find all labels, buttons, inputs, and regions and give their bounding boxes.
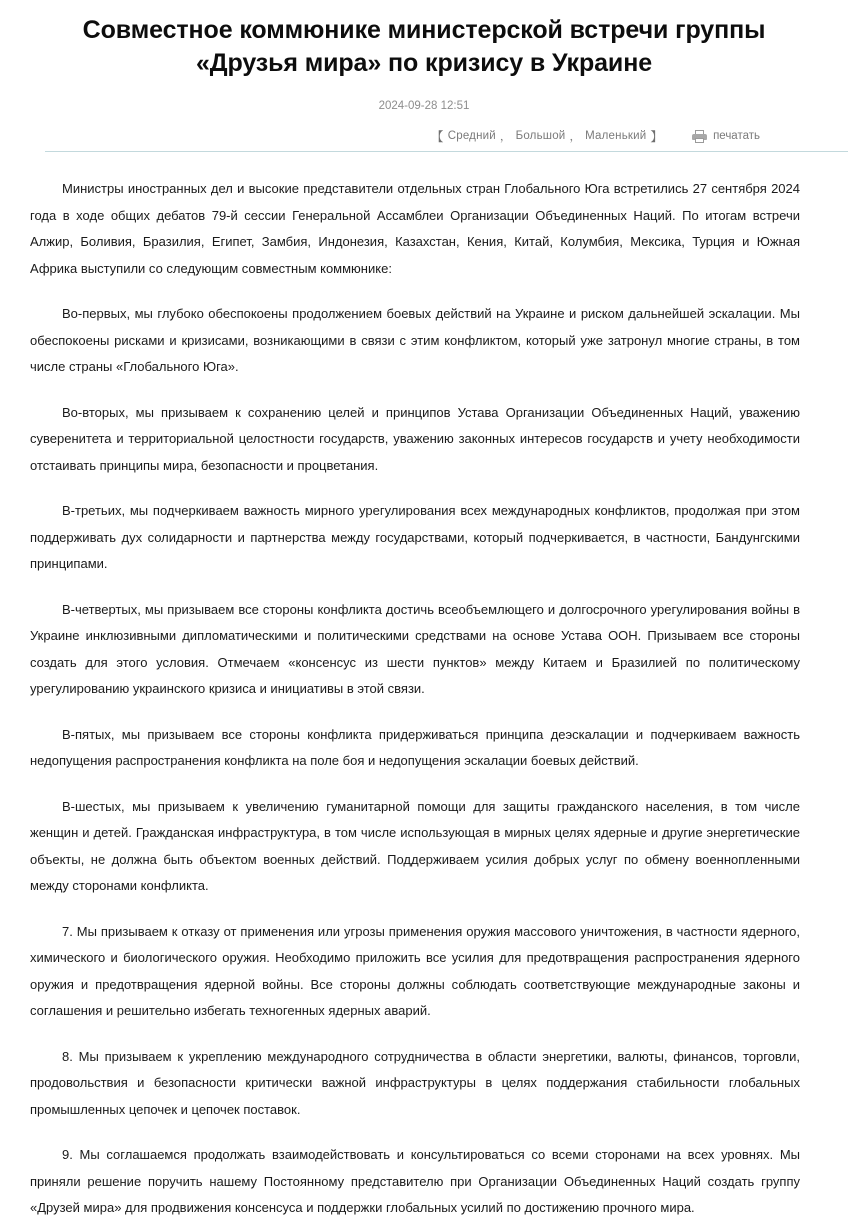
font-size-large-link[interactable]: Большой [515, 130, 566, 142]
body-paragraph: В-третьих, мы подчеркиваем важность мирного урегулирования всех международных конфликтов, продолжая при этом поддерживать дух солидарности и партнерства между государствами, который подчеркивается, в частности, Бандунгскими принципами. [30, 503, 800, 571]
separator-comma-1: ， [499, 131, 512, 143]
separator-comma-2: ， [569, 131, 582, 143]
print-button[interactable] [692, 130, 760, 143]
body-paragraph: Во-вторых, мы призываем к сохранению целей и принципов Устава Организации Объединенных Наций, уважению суверенитета и территориальной целостности государств, уважению законных интересов государств и учету необходимости отстаивать принципы мира, безопасности и процветания. [30, 404, 800, 473]
publish-timestamp: 2024-09-28 12:51 [378, 100, 470, 112]
body-paragraph: В-шестых, мы призываем к увеличению гуманитарной помощи для защиты гражданского населения, в том числе женщин и детей. Гражданская инфраструктура, в том числе использующая в мирных целях ядерные и другие энергетические объекты, не должна быть объектом военных действий. Поддерживаем усилия добрых услуг по обмену военнопленными между сторонами конфликта. [30, 798, 800, 893]
document-header [0, 0, 848, 152]
print-label: печатать [713, 130, 760, 142]
document-toolbar [45, 127, 803, 145]
bracket-open: 【 [431, 130, 444, 144]
printer-icon [692, 130, 707, 143]
body-paragraph: 8. Мы призываем к укреплению международного сотрудничества в области энергетики, валюты, финансов, торговли, продовольствия и безопасности критически важной инфраструктуры в целях поддержания стабильности глобальных промышленных цепочек и цепочек поставок. [30, 1048, 800, 1117]
body-paragraph: 7. Мы призываем к отказу от применения или угрозы применения оружия массового уничтожения, в частности ядерного, химического и биологического оружия. Необходимо приложить все усилия для предотвращения распространения ядерного оружия и предотвращения ядерной войны. Все стороны должны соблюдать соответствующие международные законы и соглашения и решительно избегать техногенных ядерных аварий. [30, 923, 800, 1018]
document-body [0, 152, 848, 1222]
font-size-medium-link[interactable]: Средний [447, 130, 496, 142]
body-paragraph: 9. Мы соглашаемся продолжать взаимодействовать и консультироваться со всеми сторонами на всех уровнях. Мы приняли решение поручить нашему Постоянному представителю при Организации Объединенных Наций создать группу «Друзей мира» для продвижения консенсуса и поддержки глобальных усилий по достижению прочного мира. [30, 1147, 800, 1215]
font-size-selector [430, 127, 664, 145]
body-paragraph: Министры иностранных дел и высокие представители отдельных стран Глобального Юга встретились 27 сентября 2024 года в ходе общих дебатов 79-й сессии Генеральной Ассамблеи Организации Объединенных Наций. По итогам встречи Алжир, Боливия, Бразилия, Египет, Замбия, Индонезия, Казахстан, Кения, Китай, Колумбия, Мексика, Турция и Южная Африка выступили со следующим совместным коммюнике: [30, 181, 800, 276]
bracket-close: 】 [650, 130, 664, 144]
font-size-small-link[interactable]: Маленький [585, 130, 647, 142]
page-title: Совместное коммюнике министерской встречи группы «Друзья мира» по кризису в Украине [82, 16, 766, 77]
body-paragraph: В-четвертых, мы призываем все стороны конфликта достичь всеобъемлющего и долгосрочного урегулирования войны в Украине инклюзивными дипломатическими и политическими средствами на основе Устава ООН. Призываем все стороны создать для этого условия. Отмечаем «консенсус из шести пунктов» между Китаем и Бразилией по политическому урегулированию украинского кризиса и инициативы в этой связи. [30, 601, 800, 696]
body-paragraph: В-пятых, мы призываем все стороны конфликта придерживаться принципа деэскалации и подчеркиваем важность недопущения распространения конфликта на поле боя и недопущения эскалации боевых действий. [30, 726, 800, 768]
body-paragraph: Во-первых, мы глубоко обеспокоены продолжением боевых действий на Украине и риском дальнейшей эскалации. Мы обеспокоены рисками и кризисами, возникающими в связи с этим конфликтом, который уже затронул многие страны, в том числе страны «Глобального Юга». [30, 306, 800, 374]
